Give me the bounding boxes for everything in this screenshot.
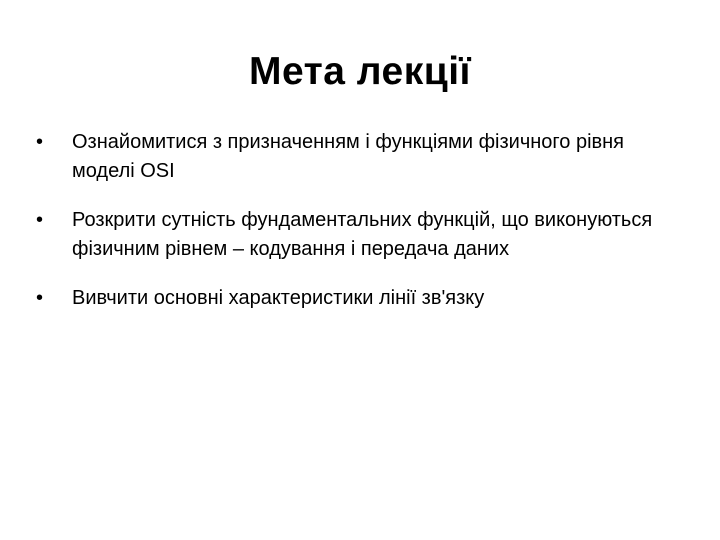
bullet-item [36, 206, 686, 264]
bullet-list [36, 128, 686, 313]
bullet-item [36, 128, 686, 186]
bullet-icon: • [36, 131, 44, 153]
bullet-text: Вивчити основні характеристики лінії зв'язку [72, 287, 485, 309]
bullet-icon: • [36, 287, 44, 309]
bullet-text: Розкрити сутність фундаментальних функцій, що виконуються фізичним рівнем – кодування і передача даних [72, 209, 653, 260]
bullet-item [36, 284, 686, 313]
bullet-text: Ознайомитися з призначенням і функціями фізичного рівня моделі OSI [72, 131, 625, 182]
bullet-icon: • [36, 209, 44, 231]
slide-title: Мета лекції [248, 50, 472, 93]
